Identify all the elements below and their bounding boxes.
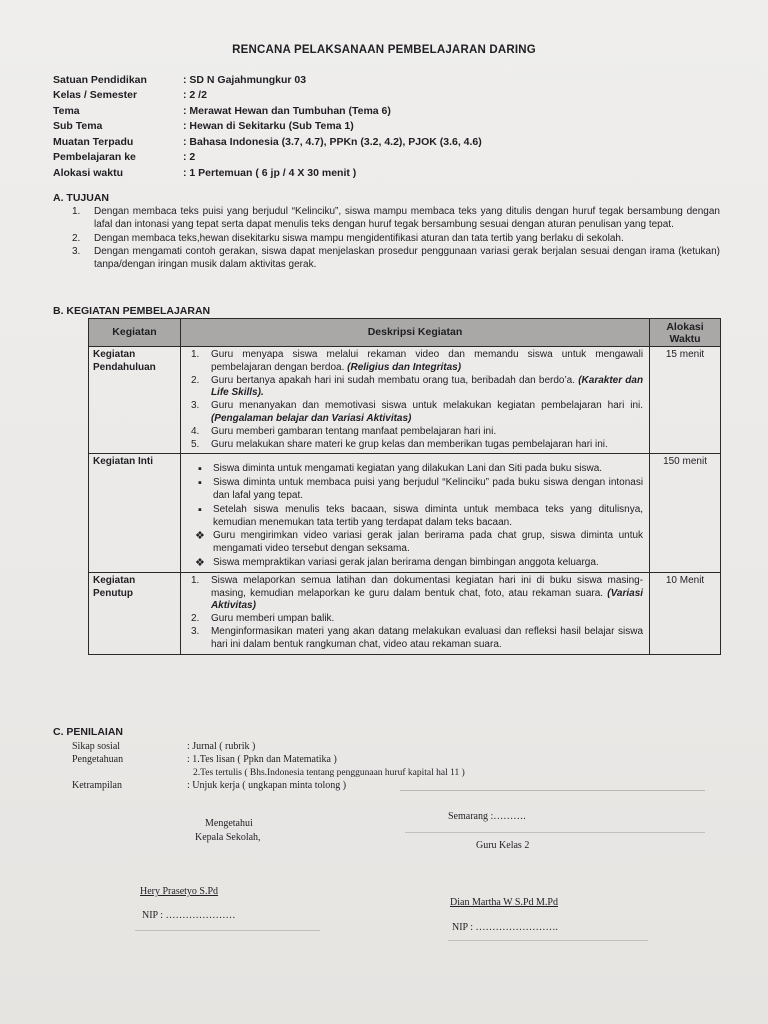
item-number: 3. <box>190 400 200 412</box>
tujuan-list <box>72 206 720 273</box>
list-item <box>72 206 720 232</box>
item-emphasis: (Religius dan Integritas) <box>347 361 462 373</box>
item-emphasis: (Karakter dan Life Skills). <box>210 374 644 399</box>
item-text <box>211 375 643 401</box>
item-number: 4. <box>190 425 200 437</box>
meta-row <box>53 88 482 104</box>
list-item <box>187 504 643 530</box>
item-text: Siswa diminta untuk mengamati kegiatan yang dilakukan Lani dan Siti pada buku siswa. <box>212 463 603 475</box>
item-text <box>211 575 643 613</box>
penilaian-value: : 1.Tes lisan ( Ppkn dan Matematika ) <box>187 754 337 765</box>
bullet-icon: ❖ <box>195 530 205 543</box>
penilaian-label: Ketrampilan <box>72 780 122 791</box>
item-text: Setelah siswa menulis teks bacaan, siswa diminta untuk membaca teks yang ditulisnya, kemudian menemukan tata tertib yang terdapat dalam teks bacaan. <box>212 503 644 528</box>
penilaian-label: Pengetahuan <box>72 754 124 765</box>
item-body: Guru bertanya apakah hari ini sudah membatu orang tua, beribadah dan berdo’a. <box>210 374 579 386</box>
item-body: Siswa melaporkan semua latihan dan dokumentasi kegiatan hari ini di buku siswa masing-masing, kemudian melaporkan ke guru dalam bentuk chat, foto, atau rekaman suara. <box>210 574 644 599</box>
meta-row <box>53 165 482 181</box>
kegiatan-table <box>88 318 721 655</box>
section-heading-penilaian: C. PENILAIAN <box>53 726 124 738</box>
list-item <box>72 233 720 246</box>
item-text: Guru memberi umpan balik. <box>210 613 335 625</box>
list-item <box>187 530 643 556</box>
kegiatan-description <box>180 347 649 454</box>
guru-nip: NIP : ……………………. <box>452 922 559 933</box>
section-heading-kegiatan: B. KEGIATAN PEMBELAJARAN <box>53 305 211 317</box>
kepala-label: Kepala Sekolah, <box>195 832 261 843</box>
table-header-row <box>89 319 721 347</box>
meta-value: : 2 <box>183 151 196 164</box>
item-body: Guru menyapa siswa melalui rekaman video dan memandu siswa untuk mengawali pembelajaran dengan berdoa. <box>210 349 644 373</box>
divider <box>400 790 705 791</box>
meta-value: : Merawat Hewan dan Tumbuhan (Tema 6) <box>183 104 391 117</box>
kepsek-nip: NIP : ………………… <box>142 910 236 921</box>
item-number: 2. <box>72 232 81 244</box>
penilaian-block <box>72 740 465 792</box>
meta-row <box>53 150 482 166</box>
list-item <box>187 575 643 613</box>
header-alokasi: Alokasi Waktu <box>650 319 721 347</box>
item-body: Guru menanyakan dan memotivasi siswa untuk melakukan kegiatan pembelajaran hari ini. <box>210 400 644 412</box>
meta-row <box>53 119 482 135</box>
kegiatan-name: Kegiatan Inti <box>89 454 181 572</box>
kepsek-name: Hery Prasetyo S.Pd <box>140 886 219 897</box>
meta-label: Tema <box>53 104 80 117</box>
section-heading-tujuan: A. TUJUAN <box>53 192 110 204</box>
item-text: Dengan mengamati contoh gerakan, siswa dapat menjelaskan prosedur penggunaan variasi gerak berjalan sesuai dengan irama (ketukan) tanpa/dengan iringan musik dalam aktivitas gerak. <box>94 246 720 271</box>
list-item <box>187 626 643 652</box>
guru-name: Dian Martha W S.Pd M.Pd <box>450 897 558 908</box>
meta-label: Pembelajaran ke <box>53 151 136 164</box>
meta-label: Alokasi waktu <box>53 166 124 179</box>
item-number: 2. <box>190 374 200 386</box>
list-item <box>187 400 643 426</box>
item-text <box>211 400 643 426</box>
item-number: 5. <box>190 438 200 450</box>
list-item <box>187 557 643 570</box>
penilaian-label: Sikap sosial <box>72 741 121 752</box>
meta-value: : SD N Gajahmungkur 03 <box>183 73 307 86</box>
mengetahui-label: Mengetahui <box>205 818 253 829</box>
meta-row <box>53 103 482 119</box>
table-row-penutup <box>89 572 721 654</box>
kegiatan-name: Kegiatan Pendahuluan <box>89 347 181 454</box>
item-number: 2. <box>190 613 200 625</box>
divider <box>135 930 320 931</box>
item-text: Menginformasikan materi yang akan datang melakukan evaluasi dan refleksi hasil belajar siswa hari ini dalam bentuk rangkuman chat, video atau rekaman suara. <box>210 625 644 650</box>
meta-row <box>53 134 482 150</box>
penilaian-value: : Jurnal ( rubrik ) <box>187 741 256 752</box>
list-item <box>187 463 643 476</box>
item-text: Siswa mempraktikan variasi gerak jalan berirama dengan bimbingan anggota keluarga. <box>212 556 599 568</box>
list-item <box>187 613 643 626</box>
list-item <box>187 477 643 503</box>
guru-label: Guru Kelas 2 <box>476 840 530 851</box>
meta-row <box>53 72 482 88</box>
meta-label: Satuan Pendidikan <box>53 73 147 86</box>
list-item <box>187 349 643 375</box>
penilaian-value: : Unjuk kerja ( ungkapan minta tolong ) <box>187 780 347 791</box>
list-item <box>72 246 720 272</box>
penilaian-row <box>72 740 465 753</box>
meta-label: Sub Tema <box>53 120 103 133</box>
item-number: 3. <box>72 246 81 258</box>
item-emphasis: (Variasi Aktivitas) <box>210 587 644 612</box>
item-text: Guru melakukan share materi ke grup kelas dan memberikan tugas pembelajaran hari ini. <box>210 438 608 450</box>
list-item <box>187 426 643 439</box>
kegiatan-description <box>180 454 649 572</box>
item-text: Guru mengirimkan video variasi gerak jalan berirama pada chat grup, siswa diminta untuk mengamati video tersebut dengan seksama. <box>212 530 644 555</box>
header-deskripsi: Deskripsi Kegiatan <box>180 319 649 347</box>
list-item <box>187 439 643 452</box>
item-text: Dengan membaca teks puisi yang berjudul “Kelinciku”, siswa mampu membaca teks yang ditulis dengan huruf tegak bersambung dengan lafal dan intonasi yang tepat serta dapat menulis teks dengan huruf tegak bersambung sesuai dengan aturan penulisan yang tepat. <box>94 206 720 230</box>
kegiatan-name: Kegiatan Penutup <box>89 572 181 654</box>
document-title: RENCANA PELAKSANAAN PEMBELAJARAN DARING <box>232 44 536 56</box>
item-number: 1. <box>190 349 200 360</box>
divider <box>448 940 648 941</box>
divider <box>405 832 705 833</box>
bullet-icon: ▪ <box>197 463 202 476</box>
bullet-icon: ▪ <box>197 503 202 516</box>
penilaian-value: 2.Tes tertulis ( Bhs.Indonesia tentang penggunaan huruf kapital hal 11 ) <box>193 767 465 778</box>
item-text: Dengan membaca teks,hewan disekitarku siswa mampu mengidentifikasi aturan dan tata tertib yang berlaku di sekolah. <box>94 232 624 244</box>
table-row-inti <box>89 454 721 572</box>
bullet-icon: ❖ <box>195 556 205 569</box>
kegiatan-time: 150 menit <box>650 454 721 572</box>
item-text: Siswa diminta untuk membaca puisi yang berjudul “Kelinciku” pada buku siswa dengan intonasi dan lafal yang tepat. <box>212 477 644 501</box>
penilaian-row <box>72 766 465 779</box>
kegiatan-description <box>180 572 649 654</box>
item-text: Guru memberi gambaran tentang manfaat pembelajaran hari ini. <box>210 425 497 437</box>
meta-label: Kelas / Semester <box>53 89 138 102</box>
identity-block <box>53 72 482 181</box>
meta-value: : 2 /2 <box>183 89 207 102</box>
city-date: Semarang :………. <box>448 811 526 822</box>
penilaian-row <box>72 753 465 766</box>
meta-label: Muatan Terpadu <box>53 135 134 148</box>
table-row-pendahuluan <box>89 347 721 454</box>
item-emphasis: (Pengalaman belajar dan Variasi Aktivitas) <box>210 412 412 424</box>
kegiatan-time: 15 menit <box>650 347 721 454</box>
kegiatan-time: 10 Menit <box>650 572 721 654</box>
bullet-icon: ▪ <box>197 477 202 490</box>
meta-value: : 1 Pertemuan ( 6 jp / 4 X 30 menit ) <box>183 166 357 179</box>
list-item <box>187 375 643 401</box>
item-text <box>211 349 643 375</box>
meta-value: : Bahasa Indonesia (3.7, 4.7), PPKn (3.2, 4.2), PJOK (3.6, 4.6) <box>183 135 482 148</box>
item-number: 1. <box>190 574 200 586</box>
meta-value: : Hewan di Sekitarku (Sub Tema 1) <box>183 120 354 133</box>
header-kegiatan: Kegiatan <box>89 319 181 347</box>
item-number: 1. <box>72 206 81 217</box>
item-number: 3. <box>190 625 200 637</box>
